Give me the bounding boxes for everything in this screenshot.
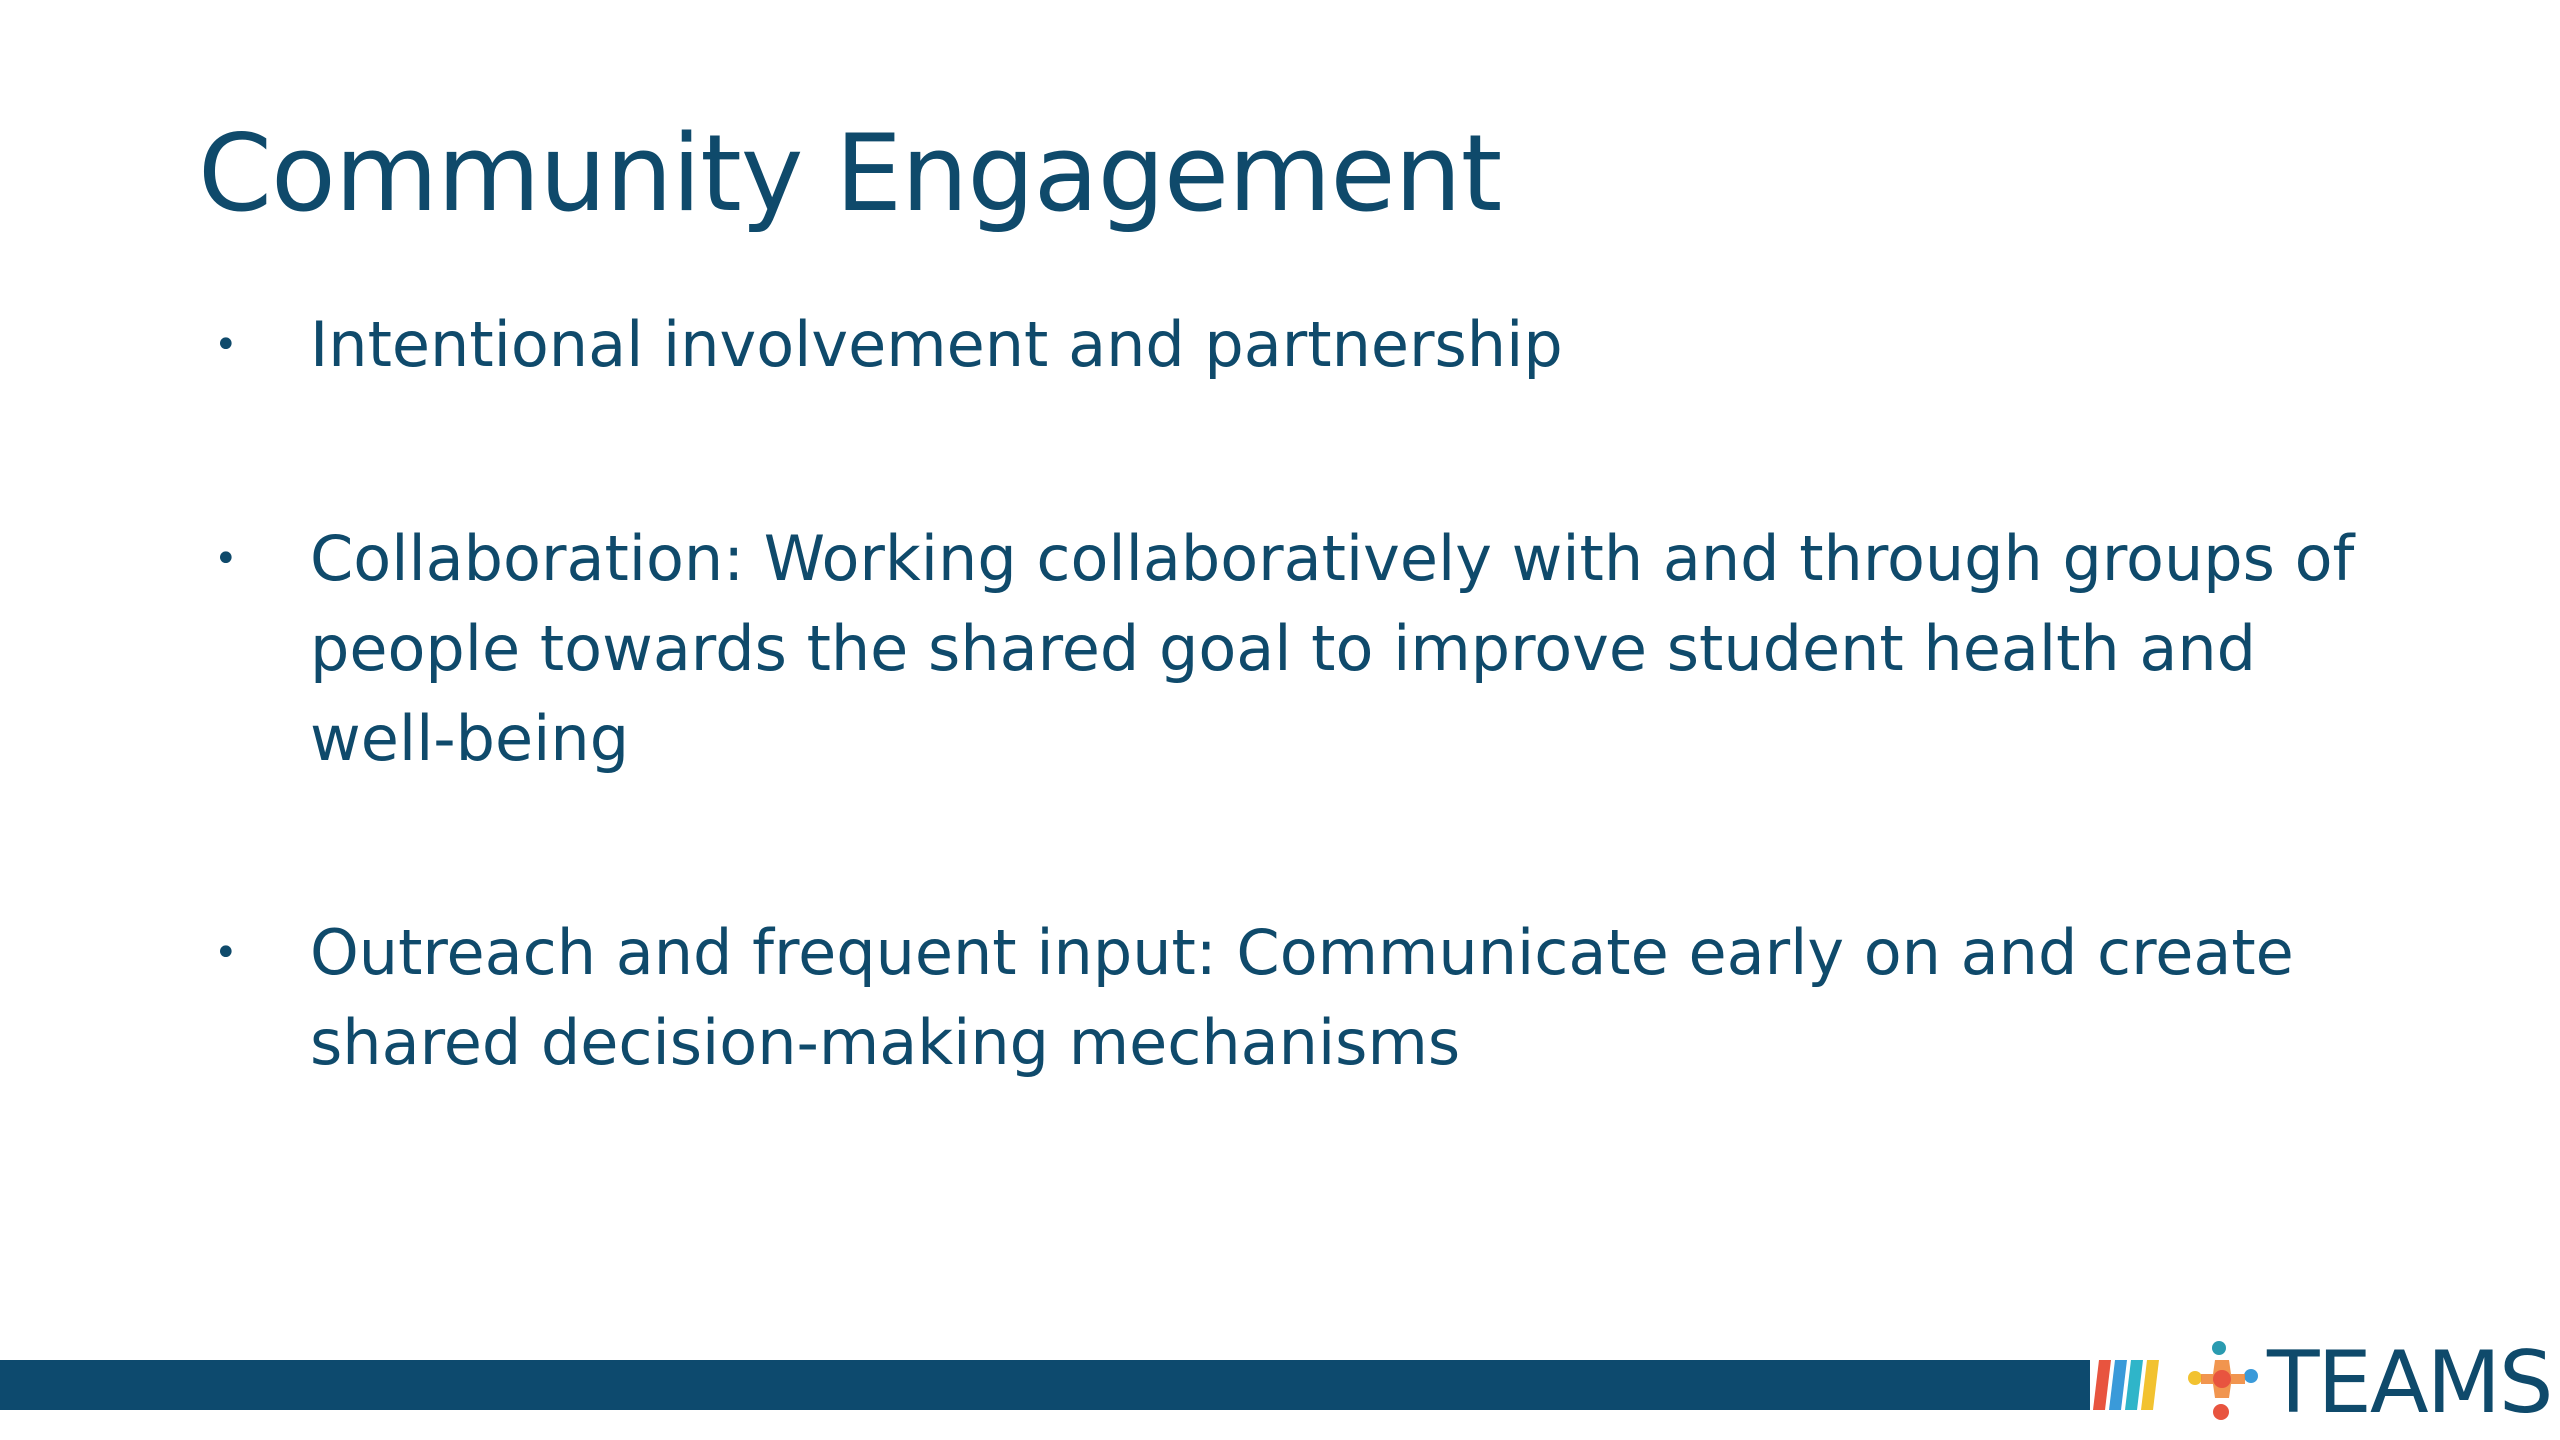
bullet-text: Collaboration: Working collaboratively with and through groups of people towards the shared goal to improve student health and well-being: [310, 522, 2355, 775]
color-stripes-icon: [2093, 1360, 2163, 1410]
slide-title: Community Engagement: [198, 112, 1502, 235]
bullet-text: Outreach and frequent input: Communicate early on and create shared decision-making mechanisms: [310, 916, 2294, 1079]
bullet-list: [200, 300, 2360, 1212]
people-network-icon: [2185, 1338, 2265, 1428]
bullet-dot-icon: •: [214, 930, 238, 976]
bullet-item: [200, 300, 2360, 390]
footer-bar: [0, 1360, 2090, 1410]
bullet-dot-icon: •: [214, 322, 238, 368]
bullet-item: [200, 514, 2360, 784]
logo-text: TEAMS: [2267, 1333, 2552, 1433]
bullet-text: Intentional involvement and partnership: [310, 308, 1563, 381]
bullet-item: [200, 908, 2360, 1088]
bullet-dot-icon: •: [214, 536, 238, 582]
teams-logo: [2185, 1333, 2552, 1433]
